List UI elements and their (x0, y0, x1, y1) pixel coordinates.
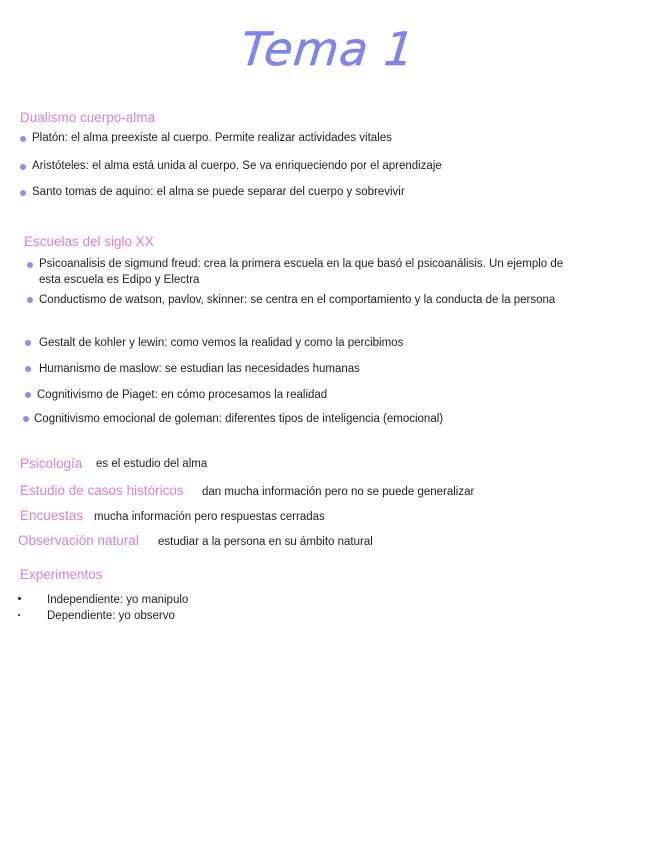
list-item: Conductismo de watson, pavlov, skinner: se centra en el comportamiento y la conducta de la persona (39, 294, 556, 306)
list-item: Dependiente: yo observo (47, 610, 175, 622)
list-item: Cognitivismo de Piaget: en cómo procesamos la realidad (37, 389, 328, 401)
bullet-icon (23, 416, 29, 422)
list-item: Aristóteles: el alma está unida al cuerpo. Se va enriqueciendo por el aprendizaje (32, 160, 442, 172)
list-item: Cognitivismo emocional de goleman: diferentes tipos de inteligencia (emocional) (34, 413, 444, 425)
section-heading-experimentos: Experimentos (20, 567, 103, 582)
list-item: Gestalt de kohler y lewin: como vemos la realidad y como la percibimos (39, 337, 404, 349)
definition-text: mucha información pero respuestas cerradas (94, 511, 325, 523)
bullet-icon (25, 366, 31, 372)
bullet-icon (25, 392, 31, 398)
bullet-icon (20, 164, 26, 170)
definition-text: dan mucha información pero no se puede generalizar (202, 486, 475, 498)
definition-text: es el estudio del alma (96, 458, 208, 470)
term-psicologia: Psicología (20, 456, 83, 471)
section-heading-dualismo: Dualismo cuerpo-alma (20, 110, 156, 125)
bullet-icon (18, 614, 20, 616)
list-item: Humanismo de maslow: se estudian las necesidades humanas (39, 363, 360, 375)
bullet-icon (27, 297, 33, 303)
bullet-icon (18, 597, 21, 600)
definition-text: estudiar a la persona en su ámbito natural (158, 536, 373, 548)
list-item: Psicoanalisis de sigmund freud: crea la primera escuela en la que basó el psicoanálisis. Un ejemplo de esta escuela es Edipo y Electra (39, 258, 564, 286)
term-estudio-casos: Estudio de casos históricos (20, 483, 184, 498)
bullet-icon (20, 136, 26, 142)
bullet-icon (27, 262, 33, 268)
bullet-icon (20, 190, 26, 196)
term-observacion: Observación natural (18, 533, 139, 548)
bullet-icon (25, 340, 31, 346)
list-item: Independiente: yo manipulo (47, 594, 189, 606)
term-encuestas: Encuestas (20, 508, 84, 523)
list-item: Santo tomas de aquino: el alma se puede separar del cuerpo y sobrevivir (32, 186, 405, 198)
section-heading-escuelas: Escuelas del siglo XX (24, 234, 154, 249)
list-item: Platón: el alma preexiste al cuerpo. Permite realizar actividades vitales (32, 132, 392, 144)
page-title: Tema 1 (238, 22, 418, 76)
